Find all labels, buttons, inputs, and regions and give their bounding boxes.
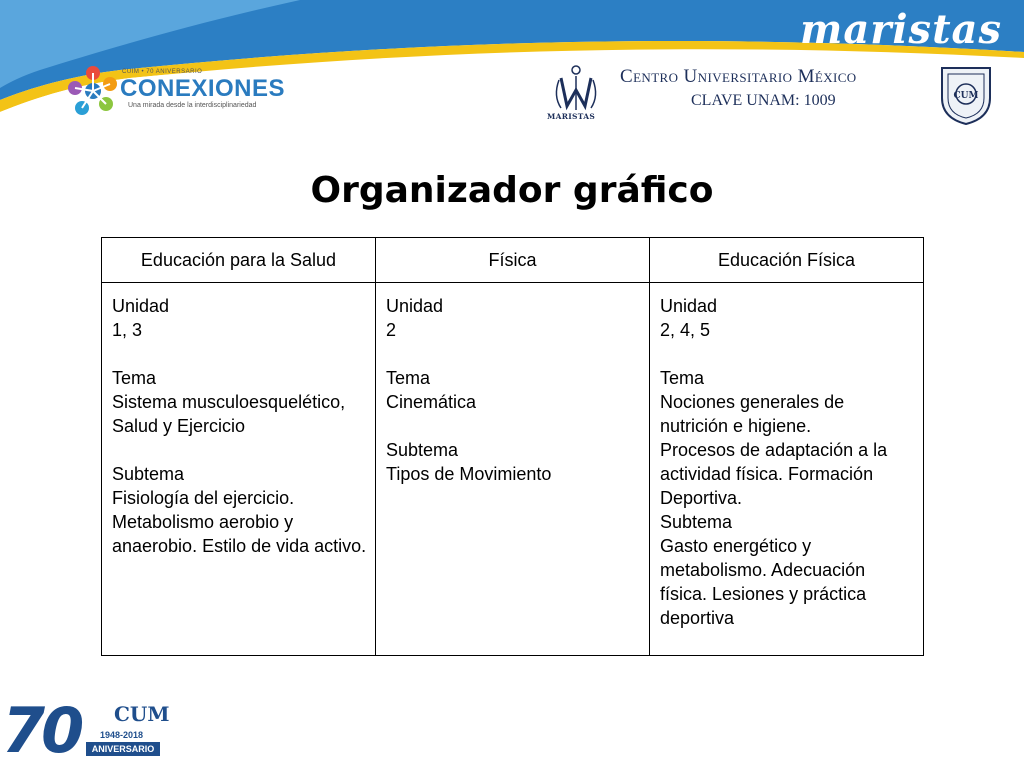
conexiones-logo bbox=[66, 64, 296, 120]
cell-line: Tema bbox=[112, 368, 157, 388]
cell-line: 2, 4, 5 bbox=[660, 320, 711, 340]
anniversary-logo bbox=[0, 694, 170, 768]
maristas-emblem-label: MARISTAS bbox=[547, 112, 596, 121]
cell-line bbox=[112, 342, 367, 366]
cell-line: Procesos de adaptación a la actividad física. Formación Deportiva. bbox=[660, 440, 888, 508]
cell-line: Fisiología del ejercicio. Metabolismo aerobio y anaerobio. Estilo de vida activo. bbox=[112, 488, 367, 556]
conexiones-subtitle: Una mirada desde la interdisciplinariedad bbox=[128, 102, 257, 109]
cell-line: Tema bbox=[660, 368, 705, 388]
cell-line: Unidad bbox=[660, 296, 718, 316]
maristas-script-logo: maristas bbox=[800, 6, 1002, 53]
cell-line: Tema bbox=[386, 368, 431, 388]
cum-crest-icon bbox=[938, 64, 994, 126]
cell-line: 2 bbox=[386, 320, 397, 340]
cell-line bbox=[386, 414, 641, 438]
cell-line: Gasto energético y metabolismo. Adecuación física. Lesiones y práctica deportiva bbox=[660, 536, 867, 628]
svg-text:CUM: CUM bbox=[953, 91, 979, 101]
table-header-cell: Física bbox=[376, 238, 650, 283]
anniversary-label: ANIVERSARIO bbox=[86, 742, 160, 756]
table-header-cell: Educación Física bbox=[650, 238, 924, 283]
cell-line bbox=[386, 342, 641, 366]
cell-line: Tipos de Movimiento bbox=[386, 464, 552, 484]
cell-line: Sistema musculoesquelético, Salud y Ejercicio bbox=[112, 392, 346, 436]
table-cell-educacion-fisica bbox=[650, 283, 924, 656]
conexiones-tagline-top: CUIM • 70 ANIVERSARIO bbox=[122, 69, 203, 75]
table-cell-fisica bbox=[376, 283, 650, 656]
cell-line: 1, 3 bbox=[112, 320, 143, 340]
cell-line: Unidad bbox=[112, 296, 170, 316]
cell-line bbox=[660, 342, 915, 366]
page-title: Organizador gráfico bbox=[310, 170, 714, 211]
cell-line: Unidad bbox=[386, 296, 444, 316]
table-header-row bbox=[102, 238, 924, 283]
cell-line: Nociones generales de nutrición e higiene. bbox=[660, 392, 845, 436]
conexiones-mark-icon bbox=[66, 64, 120, 118]
table-cell-salud bbox=[102, 283, 376, 656]
cell-line: Subtema bbox=[112, 464, 185, 484]
conexiones-wordmark: CONEXIONES bbox=[120, 75, 286, 102]
anniversary-years: 1948-2018 bbox=[100, 730, 144, 740]
cell-line: Subtema bbox=[660, 512, 733, 532]
anniversary-org: CUM bbox=[114, 702, 170, 726]
cell-line: Subtema bbox=[386, 440, 459, 460]
institution-clave: CLAVE UNAM: 1009 bbox=[691, 92, 836, 109]
cell-line: Cinemática bbox=[386, 392, 477, 412]
table-header-cell: Educación para la Salud bbox=[102, 238, 376, 283]
institution-name: Centro Universitario México bbox=[620, 66, 857, 87]
table-row bbox=[102, 283, 924, 656]
organizer-table bbox=[101, 237, 924, 656]
anniversary-number: 70 bbox=[2, 694, 81, 767]
cell-line bbox=[112, 438, 367, 462]
